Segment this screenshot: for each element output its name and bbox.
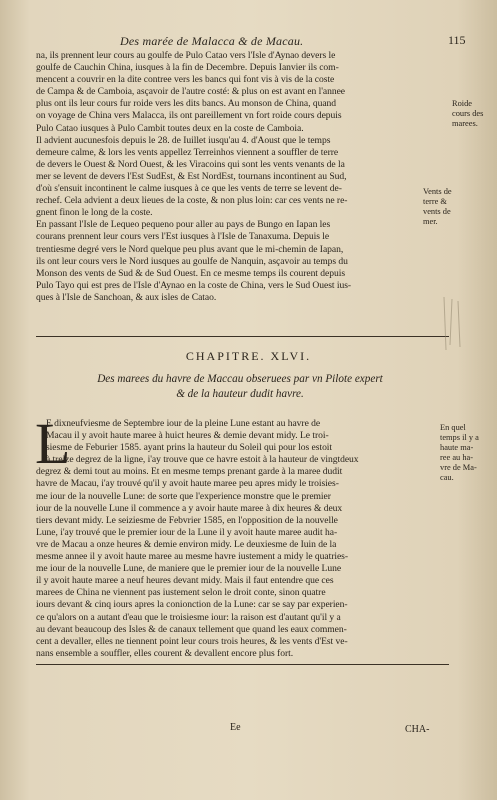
text-line: à treize degrez de la ligne, i'ay trouve que ce havre estoit à la hauteur de vingtdeux (46, 454, 359, 466)
text-line: me iour de la nouvelle Lune: de sorte que l'experience monstre que le premier (36, 490, 331, 502)
text-line: demeure calme, & lors les vents appellez Terreinhos viennent a souffler de terre (36, 146, 339, 158)
text-line: trentiesme degré vers le Nord quelque peu plus avant que le mi-chemin de Iapan, (36, 243, 344, 255)
text-line: il y avoit haute maree a neuf heures devant midy. Mais il faut entendre que ces (36, 575, 334, 587)
margin-note-line: haute ma- (440, 443, 474, 452)
margin-note-line: cau. (440, 473, 454, 482)
chapter-subtitle-line-1: Des marees du havre de Maccau obseruees par vn Pilote expert (97, 373, 383, 385)
text-line: d'où s'ensuit incontinent le calme iusques à ce que les vents de terre se levent de- (36, 183, 342, 195)
text-line: ques à l'Isle de Sanchoan, & aux isles de Catao. (36, 291, 217, 303)
top-text-block (36, 50, 414, 304)
text-line: havre de Macau, i'ay trouvé qu'il y avoit haute maree peu apres midy le troisies- (36, 478, 339, 490)
margin-note-roide-cours (452, 99, 483, 129)
text-line: Lune, i'ay trouvé que le premier iour de la Lune il y avoit haute maree audit ha- (36, 526, 338, 538)
margin-note-line: terre & (423, 197, 447, 206)
text-line: gnent finon le long de la coste. (36, 207, 153, 219)
signature-mark: Ee (230, 722, 241, 733)
text-line: marees de China ne viennent pas iustement selon le droit conte, sinon quatre (36, 587, 326, 599)
text-line: nans ensemble a souffler, elles courent & devallent encore plus fort. (36, 647, 294, 659)
chapter-subtitle (60, 372, 420, 402)
text-line: on voyage de China vers Malacca, ils ont pareillement vn fort roide cours depuis (36, 110, 342, 122)
ink-mark-icon (440, 295, 464, 355)
margin-note-line: vre de Ma- (440, 463, 477, 472)
text-line: Pulo Catao iusques à Pulo Cambit toutes deux en la coste de Camboia. (36, 122, 304, 134)
margin-note-line: ree au ha- (440, 453, 474, 462)
text-line: siesme de Feburier 1585. ayant prins la hauteur du Soleil qui pour los estoit (46, 442, 333, 454)
chapter-text-block (35, 411, 436, 660)
text-line: mer se levent de devers l'Est SudEst, & Est NordEst, tournans incontinent au Sud, (36, 170, 347, 182)
text-line: Monson des vents de Sud & de Sud Ouest. En ce mesme temps ils courent depuis (36, 267, 346, 279)
margin-note-line: En quel (440, 423, 466, 432)
section-rule-bottom (36, 664, 449, 665)
chapter-title: CHAPITRE. XLVI. (185, 349, 312, 363)
text-line: de Campa & de Camboia, asçavoir de l'autre costé: & plus on est avant en l'annee (36, 86, 346, 98)
catchword: CHA- (405, 724, 430, 735)
margin-note-line: Vents de (423, 187, 452, 196)
section-rule-top (36, 336, 449, 337)
margin-note-line: marees. (452, 119, 478, 128)
text-line: tiers devant midy. Le seiziesme de Febvrier 1585, en l'opposition de la nouvelle (36, 514, 338, 526)
text-line: courans prennent leur cours vers l'Est iusques à l'Isle de Tanaxuma. Depuis le (36, 231, 330, 243)
margin-note-haute-maree (440, 423, 479, 483)
text-line: E dixneufviesme de Septembre iour de la pleine Lune estant au havre de (46, 418, 321, 429)
text-line: na, ils prennent leur cours au goulfe de Pulo Catao vers l'Isle d'Aynao devers le (36, 50, 336, 61)
text-line: plus ont ils leur cours fur roide vers les dits bancs. Au monson de China, quand (36, 98, 337, 110)
text-line: rechef. Cela advient a deux lieues de la coste, & non plus loin: car ces vents ne re- (36, 195, 348, 207)
text-line: me iour de la nouvelle Lune, de maniere que le premier iour de la nouvelle Lune (36, 563, 342, 575)
text-line: ce qu'alors on a autant d'eau que le troisiesme iour: la raison est d'autant qu'il y a (36, 611, 341, 623)
margin-note-line: Roide (452, 99, 473, 108)
text-line: cent a devaller, elles ne tiennent point leur cours trois heures, & les vents d'Est ve- (36, 635, 348, 647)
text-line: Il advient aucunesfois depuis le 28. de Iuillet iusqu'au 4. d'Aoust que le temps (36, 134, 331, 146)
text-line: Pulo Tayo qui est pres de l'Isle d'Aynao en la coste de China, vers le Sud Ouest ius- (36, 279, 352, 291)
chapter-subtitle-line-2: & de la hauteur dudit havre. (176, 388, 304, 400)
text-line: degrez & demi tout au moins. Et en mesme temps prenant garde à la maree dudit (36, 466, 343, 478)
text-line: mesme annee il y avoit haute maree au mesme havre iustement a midy le quatries- (36, 551, 348, 563)
text-line: ils ont leur cours vers le Nord iusques au goulfe de Nanquin, asçavoir au temps du (36, 255, 348, 267)
text-line: vre de Macau a onze heures & demie environ midy. Le deuxiesme de Iuin de la (36, 538, 337, 550)
text-line: En passant l'Isle de Lequeo pequeno pour aller au pays de Bungo en Iapan les (36, 219, 331, 231)
text-line: Macau il y avoit haute maree à huict heures & demie devant midy. Le troi- (46, 430, 329, 442)
text-line: mencent a couvrir en la dite contree vers les bancs qui font vis à vis de la coste (36, 74, 335, 86)
margin-note-vents (423, 187, 452, 227)
text-line: iour de la nouvelle Lune il commence a y avoir haute maree à dix heures & deux (36, 502, 343, 514)
text-line: iours devant & cinq iours apres la conionction de la Lune: car se say par experien- (36, 599, 348, 611)
text-line: de devers le Ouest & Nord Ouest, & les Viracoins qui sont les vents venants de la (36, 158, 345, 170)
margin-note-line: cours des (452, 109, 484, 118)
page-number: 115 (448, 33, 466, 47)
margin-note-line: mer. (423, 217, 438, 226)
text-line: goulfe de Cauchin China, iusques à la fin de Decembre. Depuis Ianvier ils com- (36, 62, 339, 74)
text-line: au devant beaucoup des Isles & de canaux tellement que quand les eaux commen- (36, 623, 347, 635)
drop-cap: L (35, 411, 71, 476)
running-title: Des marée de Malacca & de Macau. (120, 34, 304, 48)
margin-note-line: temps il y a (440, 433, 479, 442)
margin-note-line: vents de (423, 207, 451, 216)
